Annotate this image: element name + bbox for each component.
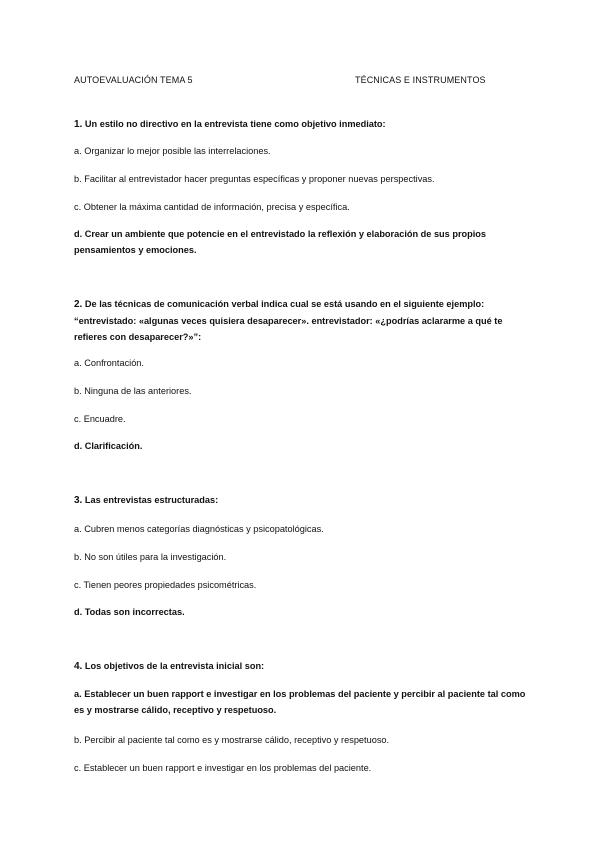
question-1: [74, 116, 534, 133]
question-3-option-b: b. No son útiles para la investigación.: [74, 552, 227, 562]
question-3-text: Las entrevistas estructuradas:: [84, 495, 219, 505]
header-subject: TÉCNICAS E INSTRUMENTOS: [355, 75, 486, 85]
question-3-option-c: c. Tienen peores propiedades psicométricas.: [74, 580, 257, 590]
question-1-number: 1.: [74, 119, 83, 130]
question-4-text: Los objetivos de la entrevista inicial son:: [84, 661, 265, 671]
question-1-option-d: d. Crear un ambiente que potencie en el entrevistado la reflexión y elaboración de sus propios pensamientos y emociones.: [74, 229, 487, 255]
question-2-option-c: c. Encuadre.: [74, 414, 126, 424]
question-1-option-c: c. Obtener la máxima cantidad de información, precisa y específica.: [74, 202, 350, 212]
question-3: [74, 492, 534, 509]
question-1-option-b: b. Facilitar al entrevistador hacer preguntas específicas y proponer nuevas perspectivas.: [74, 174, 435, 184]
question-2: [74, 296, 534, 345]
question-4: [74, 658, 534, 675]
question-2-text: De las técnicas de comunicación verbal indica cual se está usando en el siguiente ejemplo: “entrevistado: «algunas veces quisiera desaparecer». entrevistador: «¿podrías aclararme a qué te refieres con desaparecer?»”:: [74, 299, 503, 342]
question-3-number: 3.: [74, 495, 83, 506]
question-2-option-d: d. Clarificación.: [74, 441, 143, 451]
question-1-text: Un estilo no directivo en la entrevista tiene como objetivo inmediato:: [84, 119, 386, 129]
question-2-option-b: b. Ninguna de las anteriores.: [74, 386, 192, 396]
question-4-option-c: c. Establecer un buen rapport e investigar en los problemas del paciente.: [74, 763, 372, 773]
question-2-number: 2.: [74, 299, 83, 310]
question-4-option-b: b. Percibir al paciente tal como es y mostrarse cálido, receptivo y respetuoso.: [74, 735, 390, 745]
question-4-option-a: a. Establecer un buen rapport e investigar en los problemas del paciente y percibir al paciente tal como es y mostrarse cálido, receptivo y respetuoso.: [74, 689, 526, 715]
question-1-option-a: a. Organizar lo mejor posible las interrelaciones.: [74, 146, 271, 156]
question-3-option-a: a. Cubren menos categorías diagnósticas y psicopatológicas.: [74, 524, 324, 534]
question-3-option-d: d. Todas son incorrectas.: [74, 607, 185, 617]
question-2-option-a: a. Confrontación.: [74, 358, 144, 368]
header-title: AUTOEVALUACIÓN TEMA 5: [74, 75, 193, 85]
question-4-number: 4.: [74, 661, 83, 672]
